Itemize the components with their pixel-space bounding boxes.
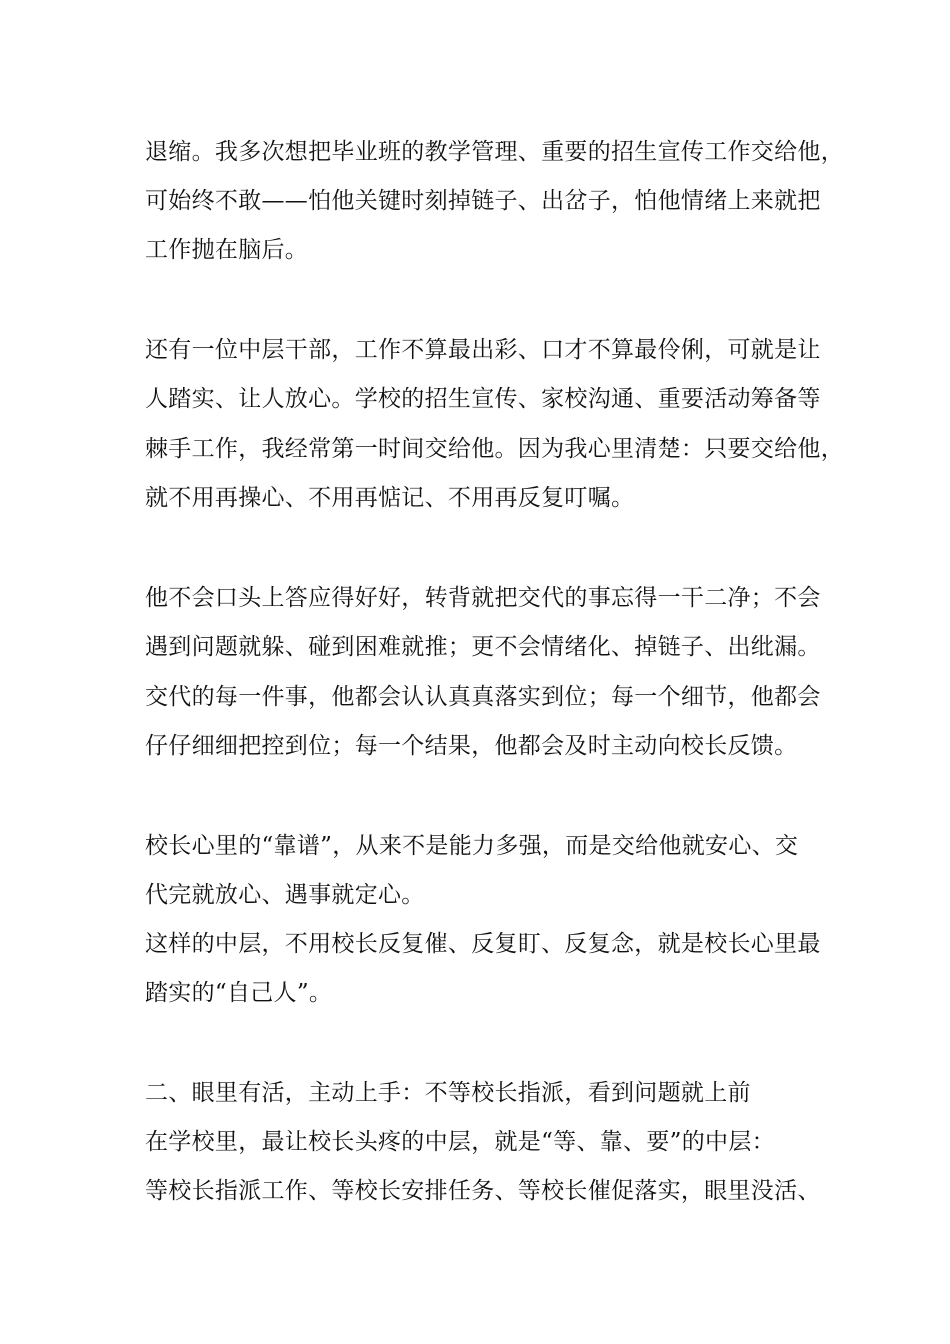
text-line: 退缩。我多次想把毕业班的教学管理、重要的招生宣传工作交给他， (145, 139, 844, 165)
text-line: 工作抛在脑后。 (145, 237, 309, 263)
text-line: 在学校里，最让校长头疼的中层，就是“等、靠、要”的中层： (145, 1129, 775, 1155)
text-line: 他不会口头上答应得好好，转背就把交代的事忘得一干二净；不会 (145, 585, 821, 611)
text-line: 人踏实、让人放心。学校的招生宣传、家校沟通、重要活动筹备等 (145, 386, 821, 412)
text-line: 等校长指派工作、等校长安排任务、等校长催促落实，眼里没活、 (145, 1178, 821, 1204)
text-line: 代完就放心、遇事就定心。 (145, 882, 425, 908)
text-line: 交代的每一件事，他都会认认真真落实到位；每一个细节，他都会 (145, 684, 821, 710)
text-line: 校长心里的“靠谱”，从来不是能力多强，而是交给他就安心、交 (145, 833, 799, 859)
text-line: 遇到问题就躲、碰到困难就推；更不会情绪化、掉链子、出纰漏。 (145, 634, 821, 660)
text-line: 仔仔细细把控到位；每一个结果，他都会及时主动向校长反馈。 (145, 733, 798, 759)
text-line: 这样的中层，不用校长反复催、反复盯、反复念，就是校长心里最 (145, 931, 821, 957)
text-line: 就不用再操心、不用再惦记、不用再反复叮嘱。 (145, 485, 635, 511)
text-line: 踏实的“自己人”。 (145, 980, 333, 1006)
section-heading: 二、眼里有活，主动上手：不等校长指派，看到问题就上前 (145, 1080, 751, 1106)
text-line: 可始终不敢——怕他关键时刻掉链子、出岔子，怕他情绪上来就把 (145, 188, 821, 214)
text-line: 还有一位中层干部，工作不算最出彩、口才不算最伶俐，可就是让 (145, 337, 821, 363)
text-line: 棘手工作，我经常第一时间交给他。因为我心里清楚：只要交给他， (145, 436, 844, 462)
